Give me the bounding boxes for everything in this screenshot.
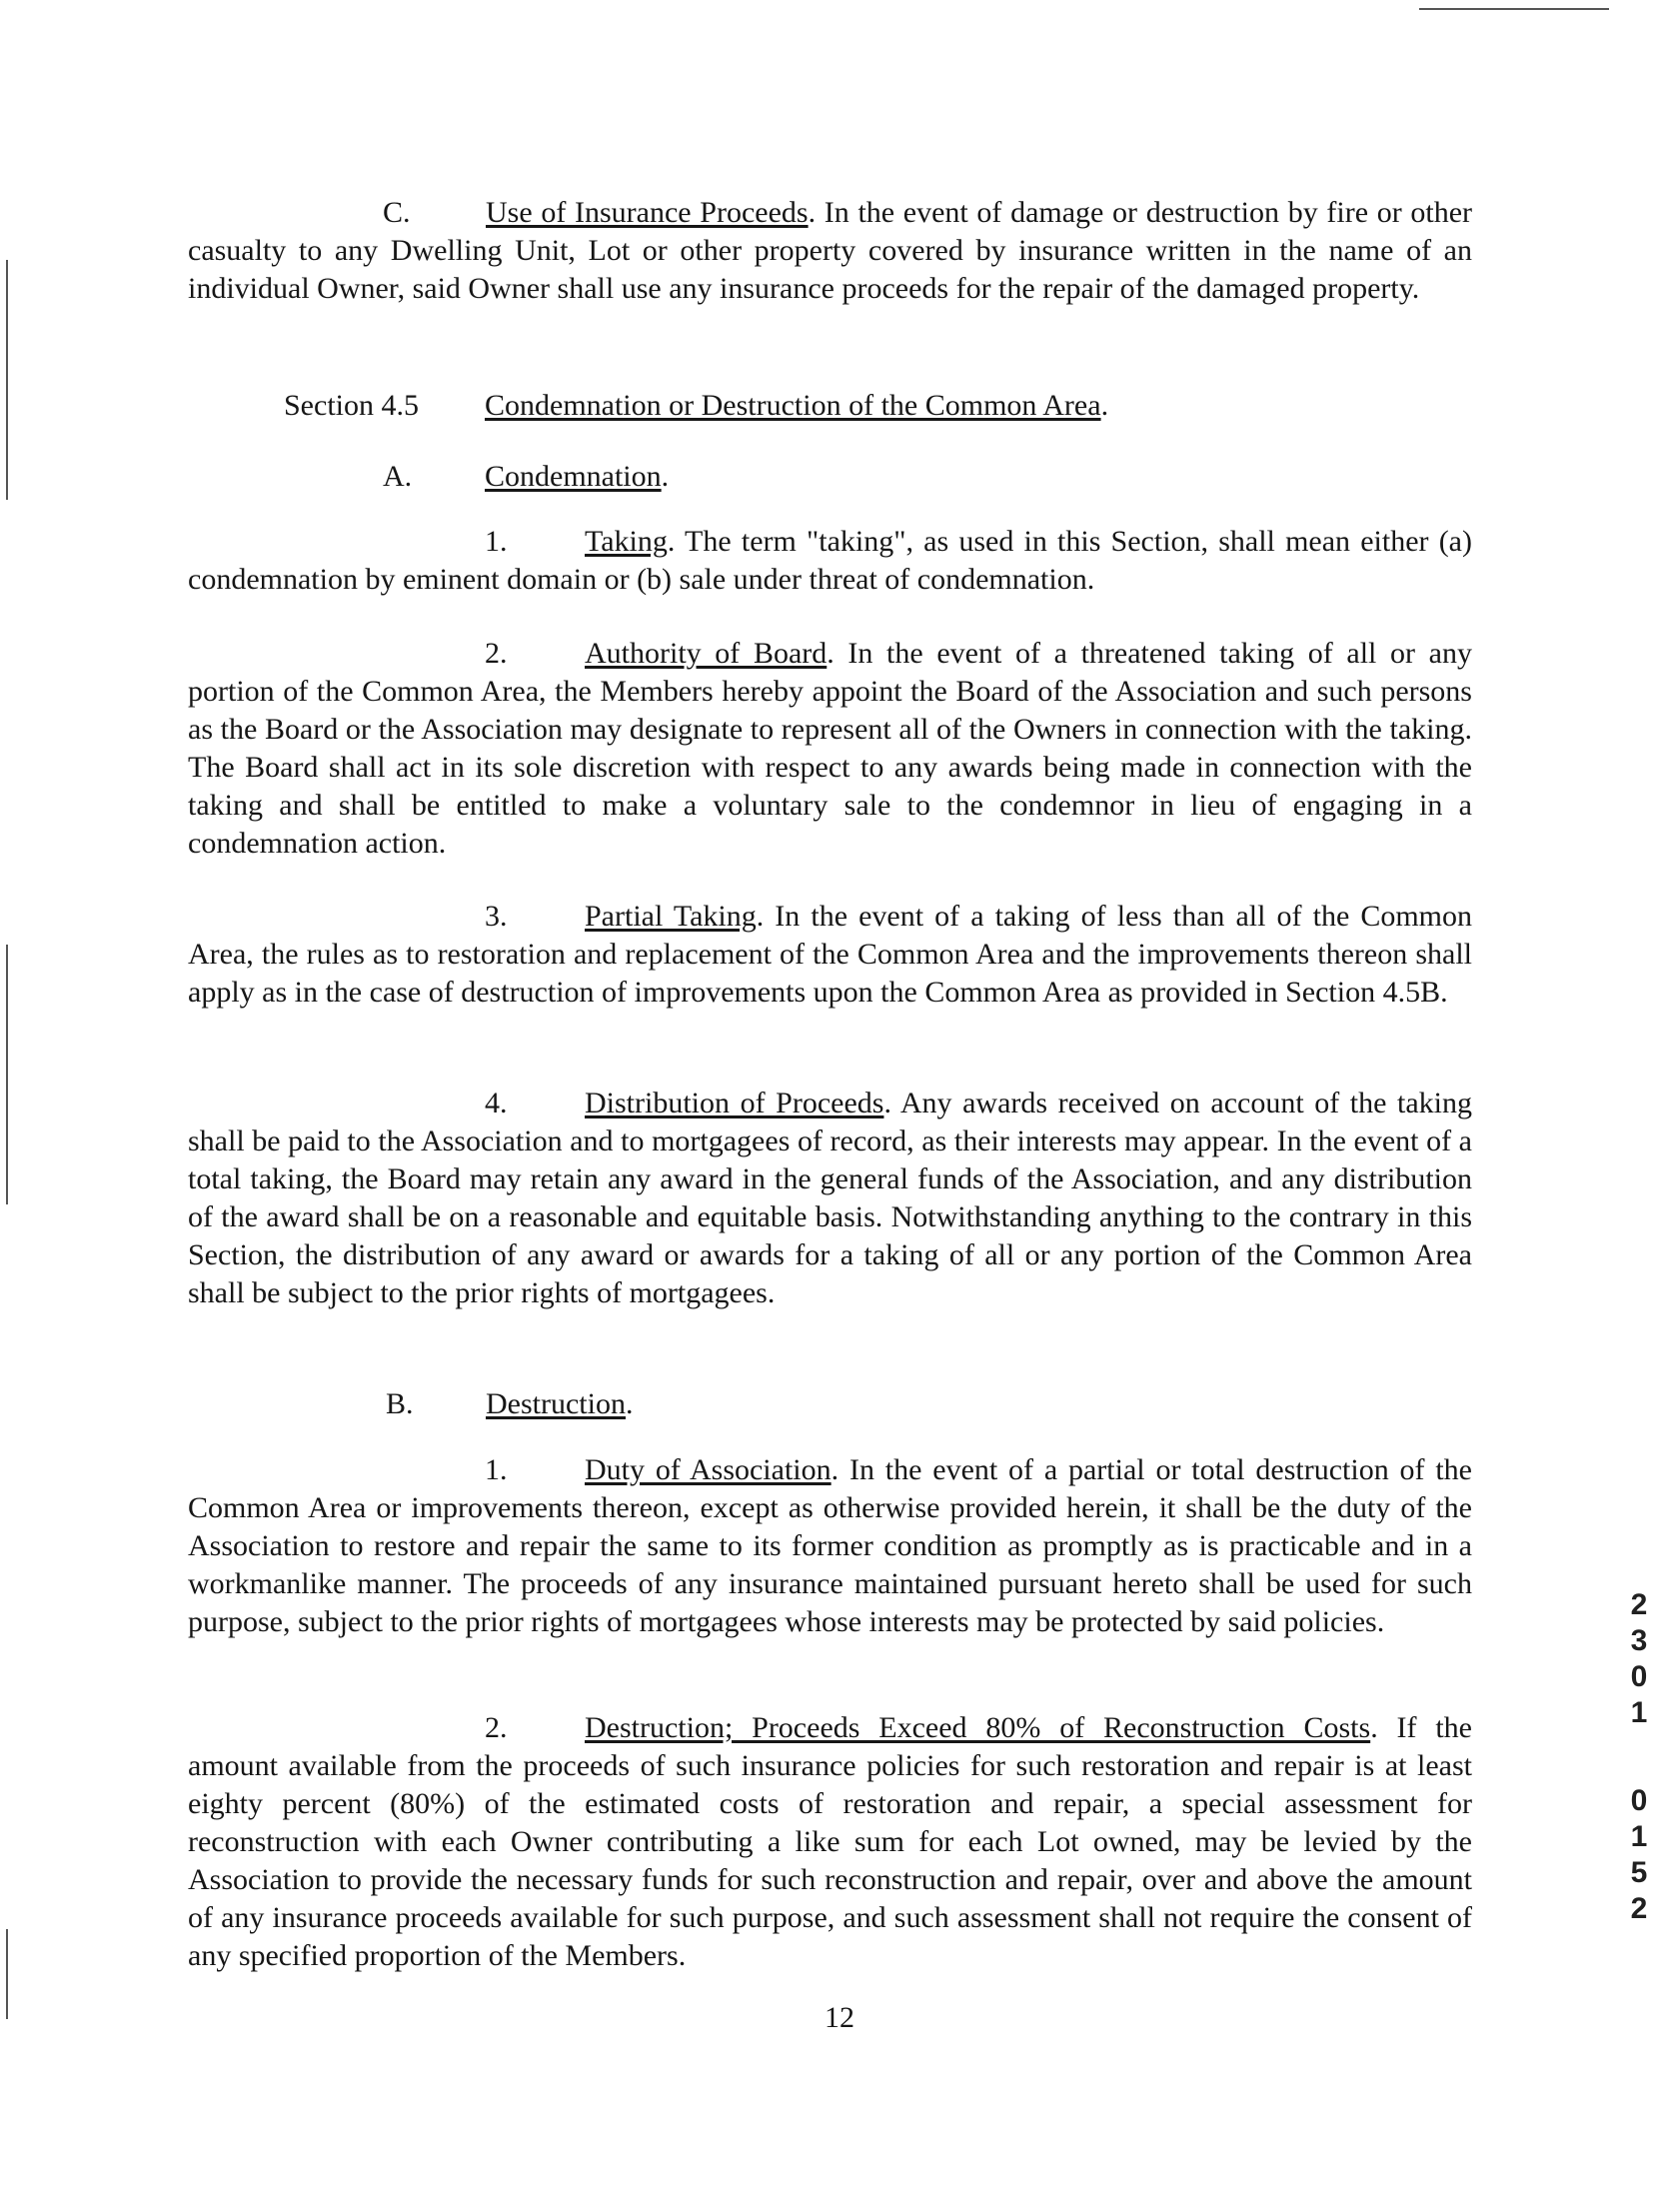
subsection-b-label: B. [386, 1387, 414, 1420]
item-text: . Any awards received on account of the taking shall be paid to the Association and to mortgagees of record, as their interests may appear. In the event of a total taking, the Board may retain any award in the general funds of the Association, and any distribution of the award shall be on a reasonable and equitable basis. Notwithstanding anything to the contrary in this Section, the distribution of any award or awards for a taking of all or any portion of the Common Area shall be subject to the prior rights of mortgagees. [188, 1087, 1473, 1309]
partial-taking-paragraph [188, 898, 1472, 1012]
subsection-b-title: Destruction [486, 1387, 626, 1420]
scan-artifact-left-bar [6, 260, 8, 500]
section-c-paragraph [188, 194, 1472, 308]
item-text: . In the event of a taking of less than all of the Common Area, the rules as to restoration and replacement of the Common Area and the improvements thereon shall apply as in the case of destruction of improvements upon the Common Area as provided in Section 4.5B. [188, 900, 1473, 1009]
recording-number-stamp [1621, 1587, 1657, 1927]
stamp-digit: 0 [1630, 1660, 1648, 1693]
item-title: Partial Taking [585, 900, 757, 933]
section-c-label: C. [383, 196, 411, 229]
section-4-5-heading [284, 387, 1108, 425]
section-4-5-label: Section 4.5 [284, 389, 419, 422]
duty-of-association-paragraph [188, 1451, 1472, 1641]
stamp-digit: 5 [1630, 1856, 1648, 1889]
scan-artifact-top-line [1419, 8, 1609, 10]
authority-of-board-paragraph [188, 635, 1472, 863]
subsection-a-period: . [661, 460, 670, 493]
item-text: . In the event of a partial or total destruction of the Common Area or improvements thereon, except as otherwise provided herein, it shall be the duty of the Association to restore and repair the same to its former condition as promptly as is practicable and in a workmanlike manner. The proceeds of any insurance maintained pursuant hereto shall be used for such purpose, subject to the prior rights of mortgagees whose interests may be protected by said policies. [188, 1453, 1472, 1638]
item-number: 2. [485, 637, 508, 670]
item-title: Duty of Association [585, 1453, 832, 1486]
section-4-5-title: Condemnation or Destruction of the Common Area [485, 389, 1101, 422]
distribution-of-proceeds-paragraph [188, 1085, 1472, 1312]
stamp-digit: 3 [1630, 1624, 1648, 1657]
item-title: Authority of Board [585, 637, 828, 670]
section-c-title: Use of Insurance Proceeds [486, 196, 809, 229]
item-number: 1. [485, 525, 508, 558]
item-text: . If the amount available from the proceeds of such insurance policies for such restoration and repair is at least eighty percent (80%) of the estimated costs of restoration and repair, a special assessment for reconstruction with each Owner contributing a like sum for each Lot owned, may be levied by the Association to provide the necessary funds for such reconstruction and repair, over and above the amount of any insurance proceeds available for such purpose, and such assessment shall not require the consent of any specified proportion of the Members. [188, 1711, 1472, 1972]
item-number: 1. [485, 1453, 508, 1486]
proceeds-exceed-paragraph [188, 1709, 1472, 1975]
item-text: . The term "taking", as used in this Section, shall mean either (a) condemnation by eminent domain or (b) sale under threat of condemnation. [188, 525, 1472, 596]
item-title: Destruction; Proceeds Exceed 80% of Reconstruction Costs [585, 1711, 1371, 1744]
scan-artifact-left-bar [6, 945, 8, 1204]
stamp-digit: 0 [1630, 1784, 1648, 1817]
stamp-gap [1621, 1731, 1657, 1783]
subsection-b-heading [386, 1385, 633, 1423]
item-number: 2. [485, 1711, 508, 1744]
stamp-digit: 2 [1630, 1892, 1648, 1925]
stamp-digit: 1 [1630, 1820, 1648, 1853]
subsection-b-period: . [625, 1387, 634, 1420]
item-title: Distribution of Proceeds [585, 1087, 884, 1119]
item-number: 3. [485, 900, 508, 933]
item-number: 4. [485, 1087, 508, 1119]
taking-paragraph [188, 523, 1472, 599]
stamp-digit: 2 [1630, 1588, 1648, 1621]
subsection-a-title: Condemnation [485, 460, 662, 493]
subsection-a-heading [383, 458, 669, 496]
subsection-a-label: A. [383, 460, 413, 493]
section-c-text: . In the event of damage or destruction by fire or other casualty to any Dwelling Unit, Lot or other property covered by insurance written in the name of an individual Owner, said Owner shall use any insurance proceeds for the repair of the damaged property. [188, 196, 1473, 305]
item-title: Taking [585, 525, 668, 558]
section-4-5-period: . [1100, 389, 1109, 422]
page-number: 12 [825, 2001, 854, 2034]
stamp-digit: 1 [1630, 1696, 1648, 1729]
item-text: . In the event of a threatened taking of all or any portion of the Common Area, the Members hereby appoint the Board of the Association and such persons as the Board or the Association may designate to represent all of the Owners in connection with the taking. The Board shall act in its sole discretion with respect to any awards being made in connection with the taking and shall be entitled to make a voluntary sale to the condemnor in lieu of engaging in a condemnation action. [188, 637, 1472, 860]
